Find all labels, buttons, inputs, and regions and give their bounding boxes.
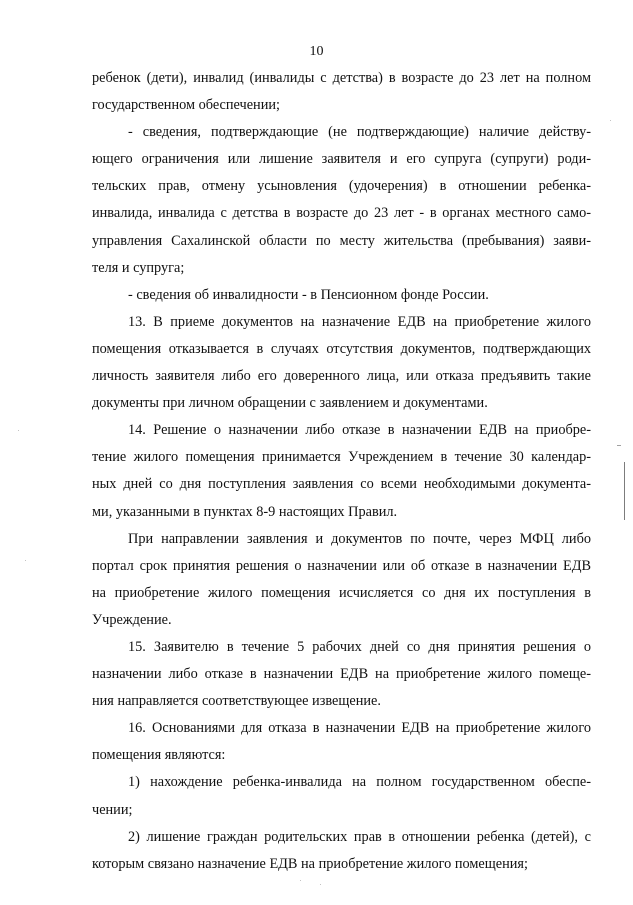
text-line: 13. В приеме документов на назначение ЕДВ на приобретение жилого xyxy=(128,313,591,330)
text-line: ных дней со дня поступления заявления со всеми необходимыми документа- xyxy=(92,476,591,493)
page-number: 10 xyxy=(309,44,324,59)
scan-speck xyxy=(320,884,321,885)
text-line: - сведения об инвалидности - в Пенсионном фонде России. xyxy=(128,286,489,303)
document-body xyxy=(92,65,591,878)
text-line: теля и супруга; xyxy=(92,259,185,276)
text-line: помещения отказывается в случаях отсутствия документов, подтверждающих xyxy=(92,340,591,357)
text-line: - сведения, подтверждающие (не подтверждающие) наличие действу- xyxy=(128,124,591,141)
text-line: Учреждение. xyxy=(92,611,172,628)
text-line: тение жилого помещения принимается Учреждением в течение 30 календар- xyxy=(92,449,591,466)
text-line: ребенок (дети), инвалид (инвалиды с детства) в возрасте до 23 лет на полном xyxy=(92,70,591,86)
scan-speck xyxy=(300,880,301,881)
scan-speck xyxy=(610,120,611,121)
text-line: личность заявителя либо его доверенного лица, или отказа предъявить такие xyxy=(92,368,591,385)
text-line: тельских прав, отмену усыновления (удочерения) в отношении ребенка- xyxy=(92,178,591,195)
text-line: на приобретение жилого помещения исчисляется со дня их поступления в xyxy=(92,584,591,601)
text-line: 16. Основаниями для отказа в назначении ЕДВ на приобретение жилого xyxy=(128,720,591,737)
text-line: инвалида, инвалида с детства в возрасте до 23 лет - в органах местного само- xyxy=(92,205,591,222)
text-line: ми, указанными в пунктах 8-9 настоящих Правил. xyxy=(92,503,398,520)
text-line: ния направляется соответствующее извещение. xyxy=(92,693,381,710)
scan-artifact xyxy=(624,462,625,520)
text-line: 14. Решение о назначении либо отказе в назначении ЕДВ на приобре- xyxy=(128,422,591,439)
scan-speck xyxy=(25,560,26,561)
text-line: портал срок принятия решения о назначении или об отказе в назначении ЕДВ xyxy=(92,557,591,574)
text-line: помещения являются: xyxy=(92,747,226,764)
text-line: которым связано назначение ЕДВ на приобретение жилого помещения; xyxy=(92,855,528,872)
text-line: 2) лишение граждан родительских прав в отношении ребенка (детей), с xyxy=(128,828,591,845)
scan-speck xyxy=(18,430,19,431)
text-line: государственном обеспечении; xyxy=(92,97,280,114)
text-line: назначении либо отказе в назначении ЕДВ на приобретение жилого помеще- xyxy=(92,666,591,683)
text-line: чении; xyxy=(92,801,133,818)
text-line: 1) нахождение ребенка-инвалида на полном государственном обеспе- xyxy=(128,774,591,791)
text-line: 15. Заявителю в течение 5 рабочих дней со дня принятия решения о xyxy=(128,638,591,655)
text-line: ющего ограничения или лишение заявителя и его супруга (супруги) роди- xyxy=(92,151,591,168)
text-line: документы при личном обращении с заявлением и документами. xyxy=(92,395,488,412)
scan-artifact xyxy=(617,445,621,446)
text-line: управления Сахалинской области по месту жительства (пребывания) заяви- xyxy=(92,232,591,249)
text-line: При направлении заявления и документов по почте, через МФЦ либо xyxy=(128,530,591,547)
